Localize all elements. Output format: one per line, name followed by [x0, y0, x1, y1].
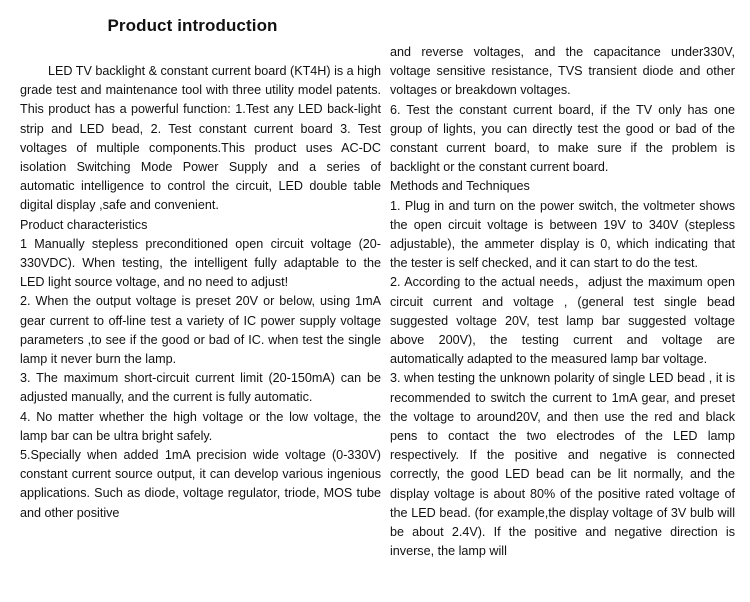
characteristic-item-1: 1 Manually stepless preconditioned open circuit voltage (20-330VDC). When testing, the intelligent fully adaptable to the LED light source voltage, and no need to adjust!	[20, 236, 381, 290]
right-column	[390, 43, 735, 561]
method-item-1: 1. Plug in and turn on the power switch, the voltmeter shows the open circuit voltage is between 19V to 340V (stepless adjustable), the ammeter display is 0, which indicating that the tester is self checked, and it can start to do the test.	[390, 198, 735, 271]
left-column	[20, 62, 381, 523]
continuation-paragraph: and reverse voltages, and the capacitance under330V, voltage sensitive resistance, TVS transient diode and other voltages or breakdown voltages.	[390, 45, 735, 98]
characteristics-heading: Product characteristics	[20, 217, 148, 232]
characteristic-item-2: 2. When the output voltage is preset 20V or below, using 1mA gear current to off-line test a variety of IC power supply voltage parameters ,to see if the good or bad of IC. when test the single lamp it never burn the lamp.	[20, 294, 381, 367]
method-item-2: 2. According to the actual needs，adjust the maximum open circuit current and voltage , (general test single bead suggested voltage 20V, test lamp bar suggested voltage above 200V), the testing current and voltage are automatically adapted to the measured lamp bar voltage.	[390, 275, 735, 367]
characteristic-item-6: 6. Test the constant current board, if the TV only has one group of lights, you can directly test the good or bad of the constant current board, to make sure if the problem is backlight or the constant current board.	[390, 102, 735, 175]
methods-heading: Methods and Techniques	[390, 179, 530, 194]
intro-paragraph: LED TV backlight & constant current board (KT4H) is a high grade test and maintenance tool with three utility model patents. This product has a powerful function: 1.Test any LED back-light strip and LED bead, 2. Test constant current board 3. Test voltages of multiple components.This product uses AC-DC isolation Switching Mode Power Supply and a series of automatic intelligence to control the circuit, LED double table digital display ,safe and convenient.	[20, 64, 381, 213]
page-title: Product introduction	[107, 16, 278, 35]
method-item-3: 3. when testing the unknown polarity of single LED bead , it is recommended to switch the current to 1mA gear, and preset the voltage to around20V, and then use the red and black pens to contact the two electrodes of the LED lamp respectively. If the positive and negative is connected correctly, the good LED bead can be lit normally, and the display voltage is about 80% of the positive rated voltage of the LED bead. (for example,the display voltage of 3V bulb will be about 2.4V). If the positive and negative direction is inverse, the lamp will	[390, 371, 735, 559]
characteristic-item-3: 3. The maximum short-circuit current limit (20-150mA) can be adjusted manually, and the current is fully automatic.	[20, 371, 381, 405]
characteristic-item-5: 5.Specially when added 1mA precision wide voltage (0-330V) constant current source output, it can develop various ingenious applications. Such as diode, voltage regulator, triode, MOS tube and other positive	[20, 448, 381, 520]
characteristic-item-4: 4. No matter whether the high voltage or the low voltage, the lamp bar can be ultra bright safely.	[20, 409, 381, 443]
